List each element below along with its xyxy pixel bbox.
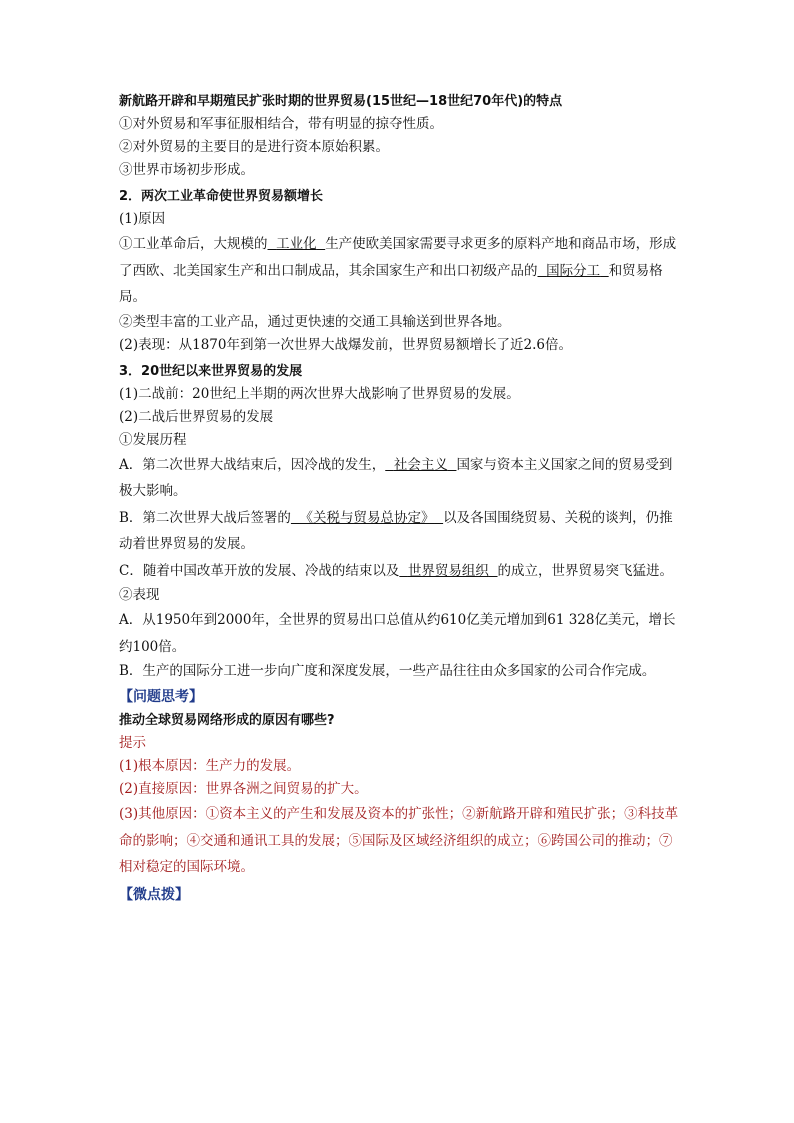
- document-page: [119, 90, 685, 907]
- question-thinking-heading: 【问题思考】: [119, 689, 203, 705]
- section-3-title: 3．20世纪以来世界贸易的发展: [119, 363, 303, 379]
- s3-item-b: [119, 505, 685, 558]
- s3-item-a-text-3: 国家与资本主义国家之间的贸易受到极大影响。: [119, 456, 673, 499]
- blank-international-division: 国际分工: [546, 262, 601, 279]
- s1-point-2: ②对外贸易的主要目的是进行资本原始积累。: [119, 139, 389, 155]
- s2-cause-1: [119, 231, 685, 311]
- question-text: 推动全球贸易网络形成的原因有哪些?: [119, 713, 335, 728]
- s3-prewar: (1)二战前：20世纪上半期的两次世界大战影响了世界贸易的发展。: [119, 385, 520, 402]
- s3-history-label: ①发展历程: [119, 431, 187, 448]
- blank-socialism: 社会主义: [393, 456, 448, 473]
- s3-item-b-text-3: 以及各国围绕贸易、关税的谈判，仍推动着世界贸易的发展。: [119, 509, 673, 552]
- s2-performance: (2)表现：从1870年到第一次世界大战爆发前，世界贸易额增长了近2.6倍。: [119, 336, 572, 353]
- s1-point-3: ③世界市场初步形成。: [119, 162, 254, 178]
- s2-cause-1-text-a: ①工业革命后，大规模的: [119, 236, 268, 252]
- answer-1: (1)根本原因：生产力的发展。: [119, 758, 301, 774]
- s3-item-c: [119, 558, 685, 585]
- s2-cause-1-text-c: 生产使欧美国家需要寻求更多的原料产地和商品市场，形成了西欧、北美国家生产和出口制成品，其余国家生产和出口初级产品的: [119, 236, 677, 279]
- tip-heading: 【微点拨】: [119, 886, 189, 903]
- blank-industrialization: 工业化: [276, 236, 317, 252]
- s3-item-a: [119, 452, 685, 505]
- s3-performance-label: ②表现: [119, 587, 160, 603]
- s3-item-c-text-3: 的成立，世界贸易突飞猛进。: [497, 562, 674, 579]
- blank-wto: 世界贸易组织: [407, 562, 489, 579]
- answer-2: (2)直接原因：世界各洲之间贸易的扩大。: [119, 781, 368, 797]
- s3-postwar: (2)二战后世界贸易的发展: [119, 408, 274, 425]
- s3-item-b-text-1: B．第二次世界大战后签署的: [119, 509, 291, 526]
- section-1-title: 新航路开辟和早期殖民扩张时期的世界贸易(15世纪—18世纪70年代)的特点: [119, 94, 563, 109]
- answer-3: (3)其他原因：①资本主义的产生和发展及资本的扩张性；②新航路开辟和殖民扩张；③科技革命的影响；④交通和通讯工具的发展；⑤国际及区域经济组织的成立；⑥跨国公司的推动；⑦相对稳定的国际环境。: [119, 806, 679, 875]
- hint-label: 提示: [119, 735, 146, 751]
- s3-item-c-text-1: C．随着中国改革开放的发展、冷战的结束以及: [119, 562, 400, 579]
- blank-gatt: 《关税与贸易总协定》: [299, 509, 435, 526]
- s3-item-a-text-1: A．第二次世界大战结束后，因冷战的发生，: [119, 456, 386, 473]
- s1-point-1: ①对外贸易和军事征服相结合，带有明显的掠夺性质。: [119, 116, 443, 132]
- s2-cause-label: (1)原因: [119, 211, 166, 227]
- section-2-title: 2．两次工业革命使世界贸易额增长: [119, 189, 324, 204]
- s2-cause-1-text-e: 和贸易格局。: [119, 262, 663, 305]
- s3-performance-a: A．从1950年到2000年，全世界的贸易出口总值从约610亿美元增加到61 328亿美元，增长约100倍。: [119, 612, 676, 655]
- s3-performance-b: B．生产的国际分工进一步向广度和深度发展，一些产品往往由众多国家的公司合作完成。: [119, 663, 656, 679]
- s2-cause-2: ②类型丰富的工业产品，通过更快速的交通工具输送到世界各地。: [119, 313, 511, 330]
